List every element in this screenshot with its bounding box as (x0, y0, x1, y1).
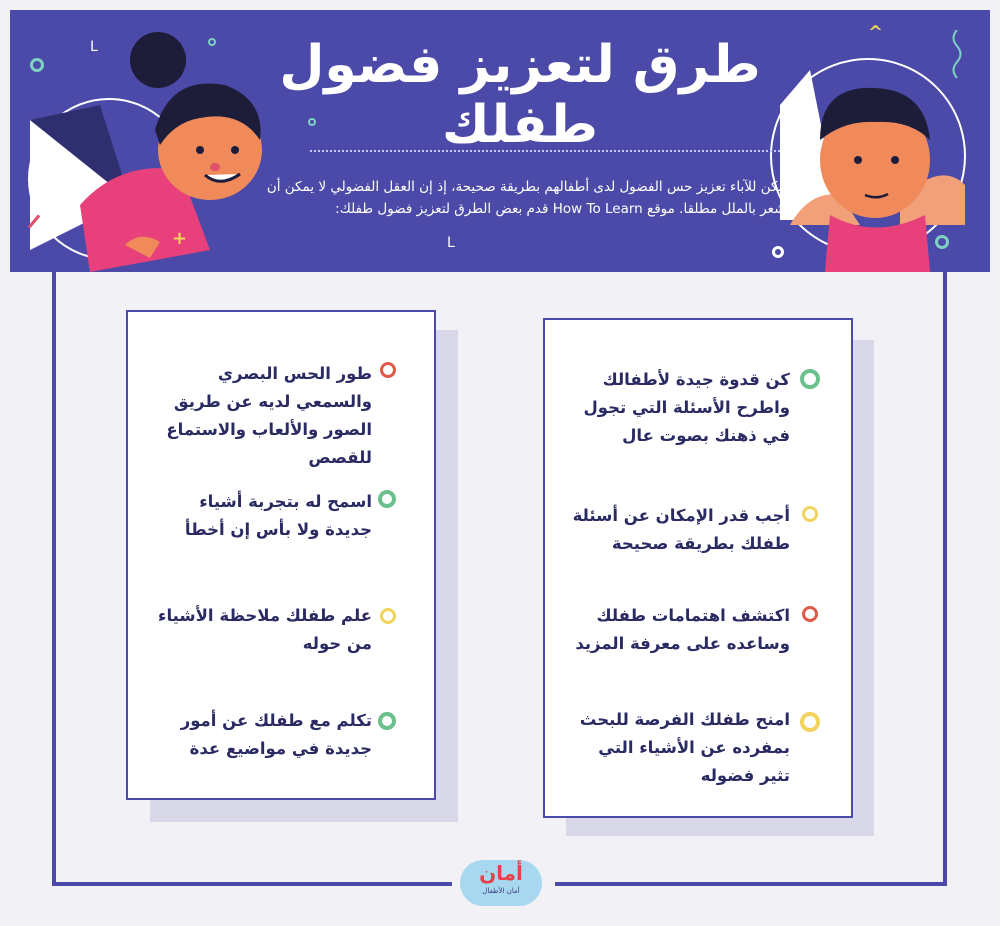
dotted-divider (310, 150, 780, 152)
brand-logo (460, 860, 542, 906)
list-item-text: كن قدوة جيدة لأطفالك واطرح الأسئلة التي تجول في ذهنك بصوت عال (583, 370, 790, 445)
logo-name: أمان (479, 861, 523, 885)
corner-mark-icon: L (90, 39, 98, 55)
list-item-text: طور الحس البصري والسمعي لديه عن طريق الصور والألعاب والاستماع للقصص (166, 364, 372, 467)
girl-illustration (10, 10, 270, 272)
list-item-text: تكلم مع طفلك عن أمور جديدة في مواضيع عدة (180, 711, 372, 758)
list-item (150, 488, 372, 544)
squiggle-icon (950, 30, 964, 80)
bullet-icon (800, 712, 820, 732)
header-banner (10, 10, 990, 272)
list-item-text: علم طفلك ملاحظة الأشياء من حوله (158, 606, 372, 653)
intro-text: يمكن للآباء تعزيز حس الفضول لدى أطفالهم بطريقة صحيحة، إذ إن العقل الفضولي لا يمكن أن يشعر بالملل مطلقا. موقع How To Learn قدم بعض الطرق لتعزيز فضول طفلك: (266, 179, 790, 217)
bullet-icon (380, 362, 396, 378)
plus-icon: + (172, 228, 188, 249)
bullet-icon (378, 490, 396, 508)
list-item-text: امنح طفلك الفرصة للبحث بمفرده عن الأشياء التي تثير فضوله (579, 710, 790, 785)
list-item-text: اكتشف اهتمامات طفلك وساعده على معرفة المزيد (575, 606, 790, 653)
list-item (568, 602, 790, 658)
frame-bottom-left (52, 882, 452, 886)
bullet-icon (380, 608, 396, 624)
bullet-icon (800, 369, 820, 389)
decorative-ring-icon (30, 58, 44, 72)
decorative-ring-icon (772, 246, 784, 258)
corner-mark-icon: L (447, 235, 455, 251)
chevron-up-icon: ^ (868, 22, 884, 43)
bullet-icon (802, 606, 818, 622)
decorative-ring-icon (208, 38, 216, 46)
bullet-icon (802, 506, 818, 522)
list-item-text: اسمح له بتجربة أشياء جديدة ولا بأس إن أخطأ (184, 492, 372, 539)
list-item (150, 360, 372, 472)
list-item (150, 602, 372, 658)
frame-bottom-right (555, 882, 947, 886)
page-title: طرق لتعزيز فضول طفلك (279, 35, 761, 155)
list-item (568, 706, 790, 790)
decorative-ring-icon (935, 235, 949, 249)
list-item (568, 502, 790, 558)
list-item (568, 366, 790, 450)
list-item (150, 707, 372, 763)
logo-subtitle: أمان الأطفال (482, 887, 520, 895)
list-item-text: أجب قدر الإمكان عن أسئلة طفلك بطريقة صحيحة (572, 506, 790, 553)
bullet-icon (378, 712, 396, 730)
